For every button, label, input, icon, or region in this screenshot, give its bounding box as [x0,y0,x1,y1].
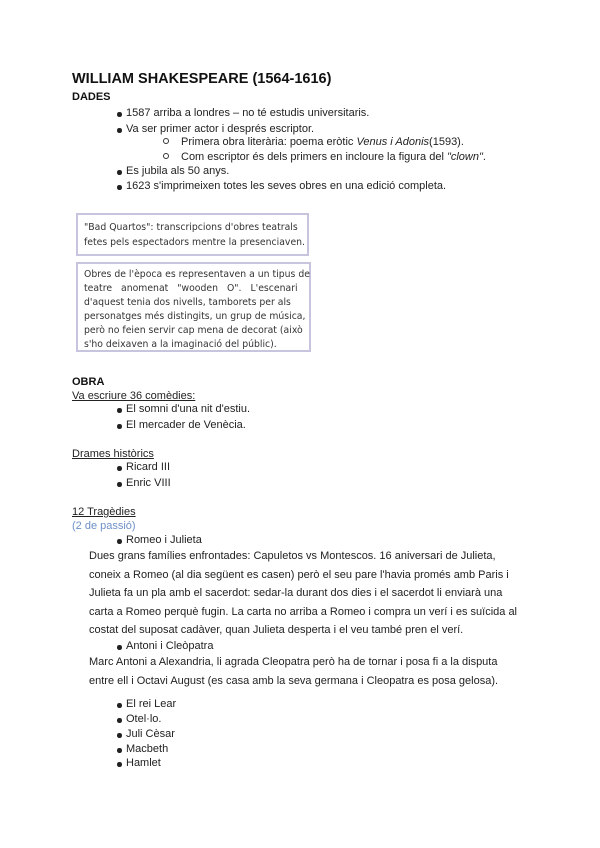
romeo-line: Dues grans famílies enfrontades: Capuletos vs Montescos. 16 aniversari de Julieta, [89,550,496,562]
bullet-icon [117,539,122,544]
dades-sub-item: Primera obra literària: poema eròtic Venus i Adonis(1593). [181,136,464,148]
bullet-icon [117,128,122,133]
bullet-icon [117,645,122,650]
box-line: d'aquest tenia dos nivells, tamborets per als [84,297,291,308]
circle-bullet-icon [163,153,169,159]
tragedies-label: 12 Tragèdies [72,506,136,518]
bullet-icon [117,424,122,429]
romeo-line: carta a Romeo perquè fugin. La carta no arriba a Romeo i compra un verí i es suïcida al [89,605,518,618]
drama-item: Enric VIII [126,477,171,489]
bullet-icon [117,408,122,413]
tragedy-item: Otel·lo. [126,713,162,725]
tragedy-item: Hamlet [126,757,161,769]
obra-heading: OBRA [72,376,105,388]
bullet-icon [117,185,122,190]
antoni-line: entre ell i Octavi August (es casa amb la seva germana i Cleopatra es posa gelosa). [89,674,499,687]
tragedy-item: Macbeth [126,743,169,755]
tragedies-note: (2 de passió) [72,520,136,532]
box-line: fetes pels espectadors mentre la presenciaven. [84,237,306,248]
antoni-line: Marc Antoni a Alexandria, li agrada Cleopatra però ha de tornar i posa fi a la disputa [89,656,498,668]
dades-heading: DADES [72,91,111,103]
comedy-item: El mercader de Venècia. [126,419,246,431]
tragedy-item: El rei Lear [126,698,177,710]
box-line: teatre anomenat "wooden O". L'escenari [84,283,298,294]
bullet-icon [117,170,122,175]
dades-item: Va ser primer actor i després escriptor. [126,123,315,135]
box-line: però no feien servir cap mena de decorat (això [84,325,303,336]
bullet-icon [117,482,122,487]
tragedy-title: Antoni i Cleòpatra [126,640,214,652]
tragedy-title: Romeo i Julieta [126,534,202,546]
comedy-item: El somni d'una nit d'estiu. [126,403,251,415]
bullet-icon [117,733,122,738]
box-line: s'ho deixaven a la imaginació del públic). [84,339,277,350]
box-line: personatges més distingits, un grup de música, [84,311,306,322]
bad-quartos-box [76,213,309,256]
bullet-icon [117,112,122,117]
page-title: WILLIAM SHAKESPEARE (1564-1616) [72,71,332,87]
dades-item: 1623 s'imprimeixen totes les seves obres en una edició completa. [126,180,447,192]
romeo-line: costat del suposat cadàver, quan Julieta desperta i el veu també pren el verí. [89,624,464,636]
drames-label: Drames històrics [72,448,154,460]
dades-sub-item: Com escriptor és dels primers en incloure la figura del "clown". [181,151,486,163]
box-line: "Bad Quartos": transcripcions d'obres teatrals [84,222,298,233]
bullet-icon [117,762,122,767]
box-line: Obres de l'època es representaven a un tipus de [84,269,310,280]
bullet-icon [117,703,122,708]
romeo-line: coneix a Romeo (al dia següent es casen) però el seu pare l'havia promés amb Paris i [89,568,509,581]
romeo-line: Julieta fa un pla amb el sacerdot: sedar-la durant dos dies i el sacerdot li enviarà una [89,587,503,599]
dades-item: 1587 arriba a londres – no té estudis universitaris. [126,107,370,119]
bullet-icon [117,748,122,753]
bullet-icon [117,718,122,723]
bullet-icon [117,466,122,471]
dades-item: Es jubila als 50 anys. [126,165,230,177]
tragedy-item: Juli Cèsar [126,728,175,740]
circle-bullet-icon [163,138,169,144]
comedies-label: Va escriure 36 comèdies: [72,390,196,402]
wooden-o-box [76,262,311,352]
drama-item: Ricard III [126,461,171,473]
